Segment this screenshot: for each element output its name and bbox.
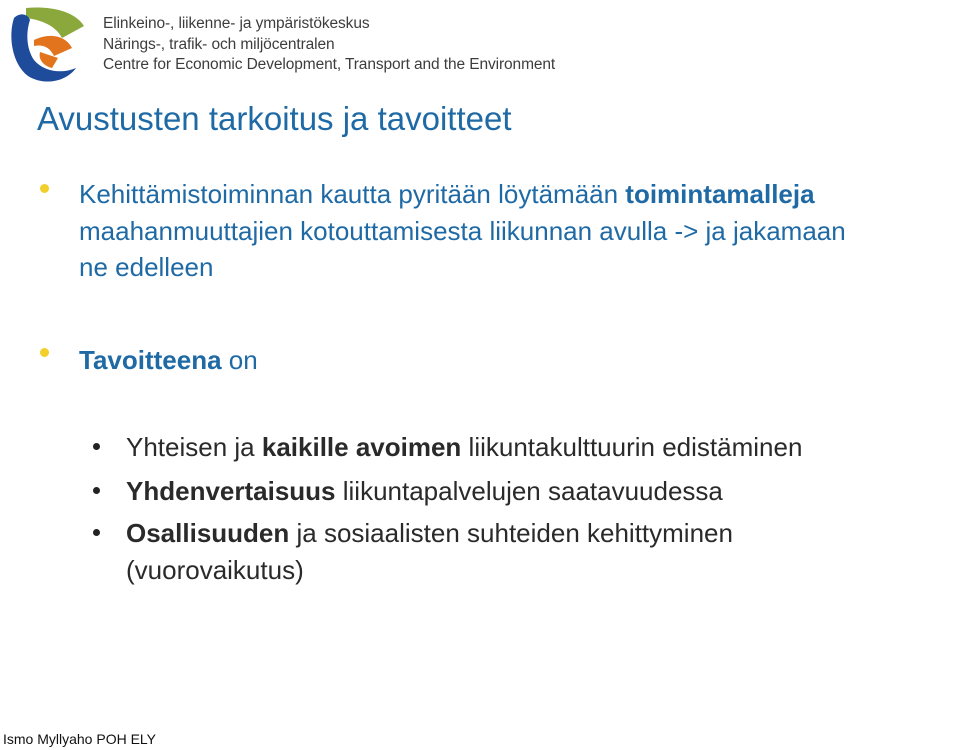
bold-term: Osallisuuden xyxy=(126,518,290,548)
sub-bullet-dot xyxy=(93,529,100,536)
sub-bullet-dot xyxy=(93,487,100,494)
bullet-goals: Tavoitteena on xyxy=(79,345,258,375)
sub-item: Osallisuuden ja sosiaalisten suhteiden kehittyminen xyxy=(126,518,733,548)
slide-title: Avustusten tarkoitus ja tavoitteet xyxy=(37,100,512,137)
bullet-dot xyxy=(40,348,49,357)
organization-name xyxy=(103,14,555,76)
org-name-finnish: Elinkeino-, liikenne- ja ympäristökeskus xyxy=(103,15,370,32)
sub-bullet-dot xyxy=(93,443,100,450)
footer-author: Ismo Myllyaho POH ELY xyxy=(3,731,157,747)
sub-item: Yhdenvertaisuus liikuntapalvelujen saatavuudessa xyxy=(126,476,723,506)
bullet-purpose xyxy=(79,176,959,286)
bold-term: toimintamalleja xyxy=(625,179,815,209)
org-name-swedish: Närings-, trafik- och miljöcentralen xyxy=(103,35,335,53)
bold-term: Yhdenvertaisuus xyxy=(126,476,336,506)
bullet-purpose-line3: ne edelleen xyxy=(79,252,214,282)
bold-term: Tavoitteena xyxy=(79,345,222,375)
sub-item: Yhteisen ja kaikille avoimen liikuntakulttuurin edistäminen xyxy=(126,432,803,462)
bullet-dot xyxy=(40,184,49,193)
bullet-purpose-line1: Kehittämistoiminnan kautta pyritään löytämään toimintamalleja xyxy=(79,179,815,209)
bullet-purpose-line2: maahanmuuttajien kotouttamisesta liikunnan avulla -> ja jakamaan xyxy=(79,215,846,246)
org-name-english: Centre for Economic Development, Transport and the Environment xyxy=(103,56,556,73)
bold-term: kaikille avoimen xyxy=(261,432,462,462)
sub-item-continuation: (vuorovaikutus) xyxy=(126,555,304,585)
ely-logo-icon xyxy=(4,2,90,86)
